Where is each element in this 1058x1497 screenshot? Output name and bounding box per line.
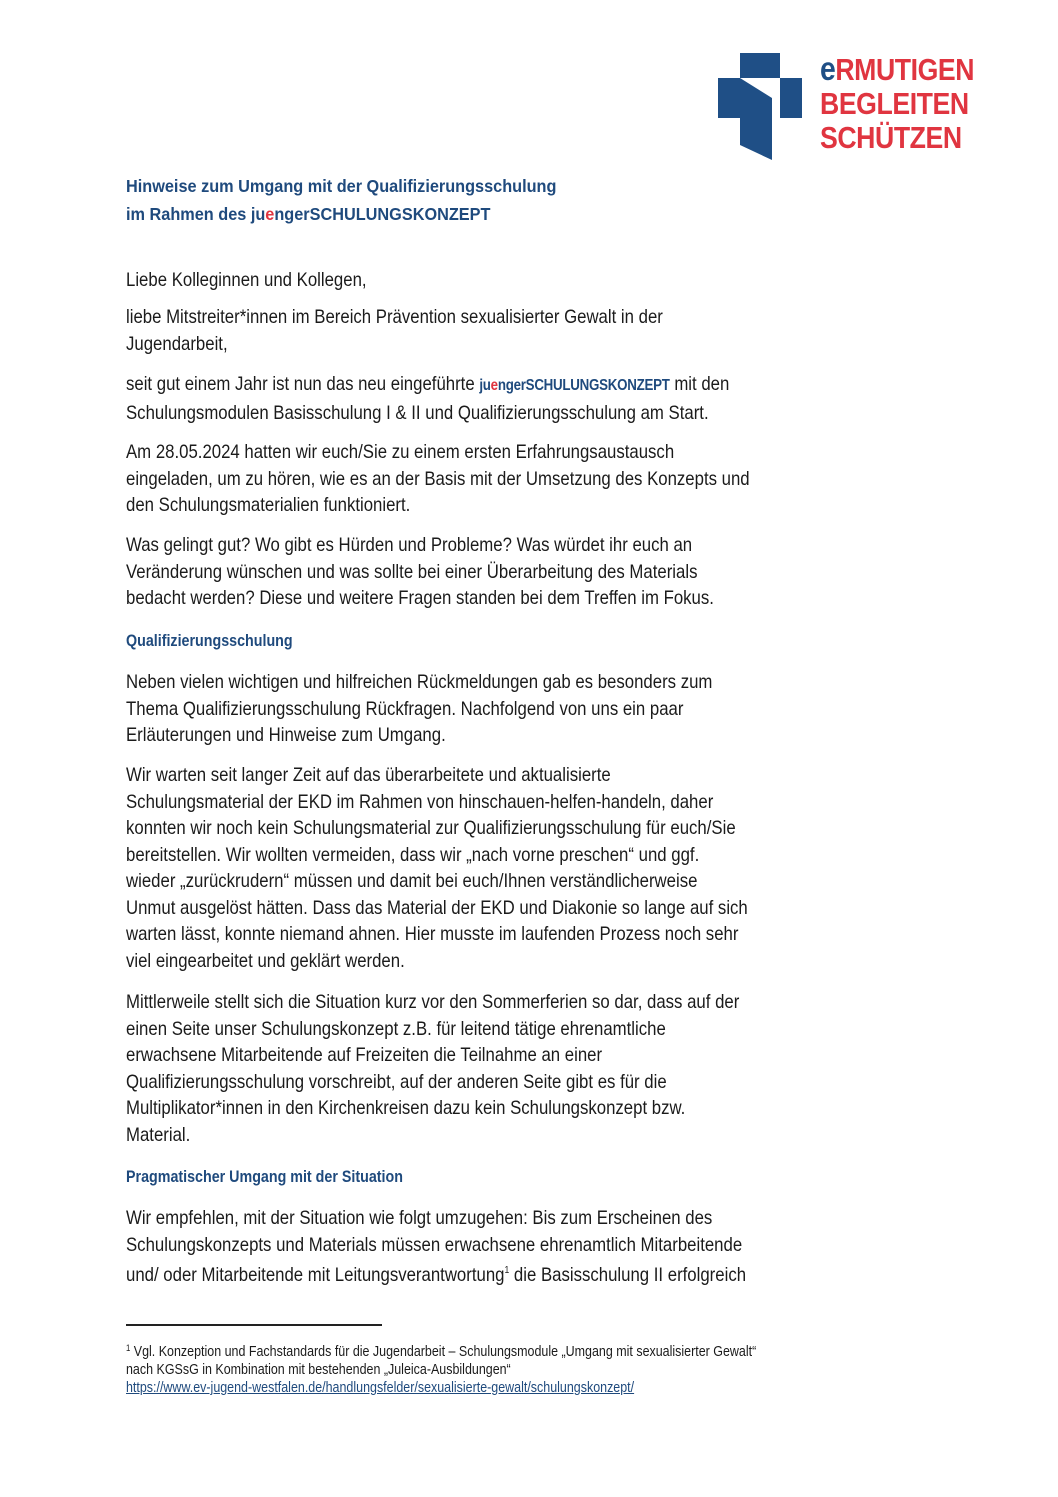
title-line-1: Hinweise zum Umgang mit der Qualifizierungsschulung	[126, 176, 557, 196]
logo-word-begleiten: BEGLEITEN	[820, 86, 969, 121]
logo	[716, 50, 1006, 162]
paragraph-line: erwachsene Mitarbeitende auf Freizeiten die Teilnahme an einer	[126, 1044, 603, 1066]
heading-text: Qualifizierungsschulung	[126, 631, 293, 650]
paragraph-line: Neben vielen wichtigen und hilfreichen Rückmeldungen gab es besonders zum	[126, 671, 713, 693]
footnote-line: $^1$ Vgl. Konzeption und Fachstandards für die Jugendarbeit – Schulungsmodule „Umgang mit sexualisierter Gewalt“	[126, 1343, 757, 1360]
paragraph-situation	[126, 989, 839, 1148]
paragraph-line: Veränderung wünschen und was sollte bei einer Überarbeitung des Materials	[126, 560, 698, 583]
paragraph-line: Am 28.05.2024 hatten wir euch/Sie zu einem ersten Erfahrungsaustausch	[126, 441, 675, 463]
paragraph-line: Schulungskonzepts und Materials müssen erwachsene ehrenamtlich Mitarbeitende	[126, 1233, 743, 1256]
brand-name: juengerSCHULUNGSKONZEPT	[250, 204, 491, 224]
paragraph-line: Schulungsmodulen Basisschulung I & II und Qualifizierungsschulung am Start.	[126, 401, 709, 424]
paragraph-recommendation	[126, 1205, 847, 1289]
footnote-link[interactable]: https://www.ev-jugend-westfalen.de/handlungsfelder/sexualisierte-gewalt/schulungskonzept/	[126, 1380, 635, 1396]
paragraph-line: Qualifizierungsschulung vorschreibt, auf der anderen Seite gibt es für die	[126, 1070, 667, 1093]
paragraph-questions	[126, 532, 810, 612]
paragraph-line: liebe Mitstreiter*innen im Bereich Prävention sexualisierter Gewalt in der	[126, 306, 663, 328]
paragraph-line: und/ oder Mitarbeitende mit Leitungsverantwortung$^1$ die Basisschulung II erfolgreich	[126, 1264, 747, 1286]
paragraph-line: konnten wir noch kein Schulungsmaterial zur Qualifizierungsschulung für euch/Sie	[126, 817, 736, 839]
footnote-link-line	[126, 1379, 756, 1397]
footnote-separator	[126, 1324, 382, 1326]
paragraph-line: bereitstellen. Wir wollten vermeiden, dass wir „nach vorne preschen“ und ggf.	[126, 843, 700, 866]
paragraph-line: Mittlerweile stellt sich die Situation kurz vor den Sommerferien so dar, dass auf der	[126, 991, 740, 1013]
footnote-reference[interactable]: 1	[504, 1265, 510, 1276]
paragraph-waiting	[126, 762, 849, 974]
logo-word-schuetzen: SCHÜTZEN	[820, 120, 962, 155]
document-title	[126, 172, 589, 228]
footnote-marker: 1	[126, 1343, 131, 1353]
paragraph-line: Unmut ausgelöst hätten. Dass das Material der EKD und Diakonie so lange auf sich	[126, 896, 748, 919]
greeting-line: Liebe Kolleginnen und Kollegen,	[126, 269, 367, 291]
paragraph-line: eingeladen, um zu hören, wie es an der Basis mit der Umsetzung des Konzepts und	[126, 467, 750, 490]
section-heading-qualifizierungsschulung	[126, 630, 324, 652]
paragraph-line: den Schulungsmaterialien funktioniert.	[126, 494, 411, 516]
paragraph-line: viel eingearbeitet und geklärt werden.	[126, 949, 405, 972]
paragraph-line: Was gelingt gut? Wo gibt es Hürden und Probleme? Was würdet ihr euch an	[126, 534, 693, 556]
paragraph-line: Material.	[126, 1123, 191, 1146]
paragraph-line: einen Seite unser Schulungskonzept z.B. für leitend tätige ehrenamtliche	[126, 1017, 666, 1040]
paragraph-line: Jugendarbeit,	[126, 332, 228, 355]
greeting-2	[126, 304, 750, 357]
paragraph-line: Multiplikator*innen in den Kirchenkreisen dazu kein Schulungskonzept bzw.	[126, 1097, 686, 1119]
title-line-2: im Rahmen des juengerSCHULUNGSKONZEPT	[126, 204, 491, 224]
logo-wordmark	[820, 52, 1006, 155]
greeting	[126, 267, 406, 294]
logo-word-ermutigen: eRMUTIGEN	[820, 50, 975, 87]
paragraph-line: Thema Qualifizierungsschulung Rückfragen. Nachfolgend von uns ein paar	[126, 697, 684, 720]
paragraph-line: seit gut einem Jahr ist nun das neu eingeführte juengerSCHULUNGSKONZEPT mit den	[126, 373, 730, 395]
paragraph-line: Wir warten seit langer Zeit auf das überarbeitete und aktualisierte	[126, 764, 611, 786]
paragraph-line: Erläuterungen und Hinweise zum Umgang.	[126, 724, 446, 746]
paragraph-line: wieder „zurückrudern“ müssen und damit bei euch/Ihnen verständlicherweise	[126, 870, 698, 892]
paragraph-exchange	[126, 439, 851, 519]
inline-brand-name: juengerSCHULUNGSKONZEPT	[479, 377, 670, 394]
paragraph-line: warten lässt, konnte niemand ahnen. Hier musste im laufenden Prozess noch sehr	[126, 923, 739, 945]
paragraph-line: Schulungsmaterial der EKD im Rahmen von hinschauen-helfen-handeln, daher	[126, 790, 714, 813]
footnote-line: nach KGSsG in Kombination mit bestehenden „Juleica-Ausbildungen“	[126, 1362, 511, 1378]
footnote	[126, 1339, 859, 1397]
paragraph-feedback	[126, 669, 808, 749]
paragraph-line: Wir empfehlen, mit der Situation wie folgt umzugehen: Bis zum Erscheinen des	[126, 1207, 713, 1229]
cross-logo-icon	[716, 50, 806, 162]
heading-text: Pragmatischer Umgang mit der Situation	[126, 1167, 403, 1186]
paragraph-intro	[126, 371, 828, 426]
paragraph-line: bedacht werden? Diese und weitere Fragen standen bei dem Treffen im Fokus.	[126, 587, 714, 609]
section-heading-pragmatischer-umgang	[126, 1166, 456, 1188]
